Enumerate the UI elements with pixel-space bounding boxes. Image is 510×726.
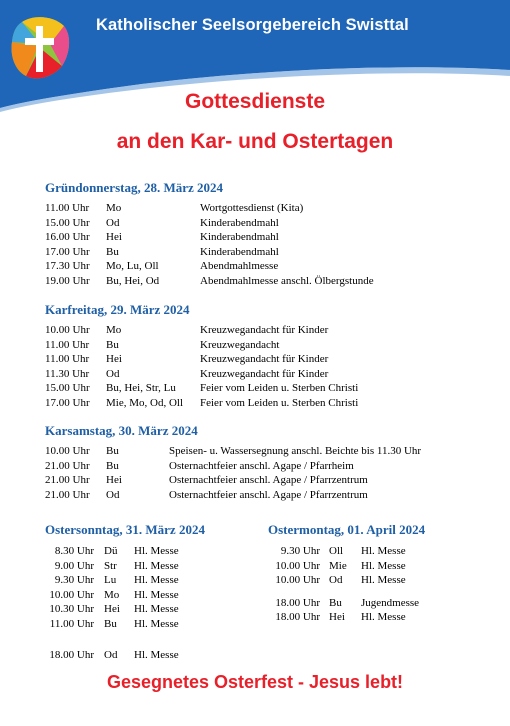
time-cell: 8.30 Uhr bbox=[54, 545, 94, 557]
row-spacer bbox=[268, 588, 468, 596]
table-row bbox=[45, 381, 495, 396]
time-cell: 11.00 Uhr bbox=[45, 353, 90, 366]
table-row bbox=[45, 274, 495, 289]
page-title-line-2: an den Kar- und Ostertagen bbox=[116, 130, 394, 153]
schedule-karsamstag bbox=[45, 444, 495, 502]
section-heading-karfreitag: Karfreitag, 29. März 2024 bbox=[45, 302, 190, 317]
time-cell: 10.00 Uhr bbox=[275, 559, 320, 572]
time-cell: 21.00 Uhr bbox=[45, 488, 90, 501]
event-cell: Hl. Messe bbox=[134, 648, 179, 661]
place-cell: Od bbox=[106, 488, 120, 501]
event-cell: Kinderabendmahl bbox=[200, 231, 279, 244]
table-row bbox=[45, 617, 245, 632]
place-cell: Hei bbox=[106, 353, 122, 366]
event-cell: Kreuzwegandacht für Kinder bbox=[200, 324, 329, 336]
event-cell: Hl. Messe bbox=[134, 617, 179, 630]
schedule-ostersonntag bbox=[45, 544, 245, 662]
time-cell: 18.00 Uhr bbox=[275, 596, 320, 609]
church-cross-logo-icon bbox=[10, 14, 72, 82]
table-row bbox=[268, 559, 468, 574]
page-title-line-1: Gottesdienste bbox=[184, 90, 326, 113]
section-heading-gruendonnerstag: Gründonnerstag, 28. März 2024 bbox=[45, 180, 224, 195]
event-cell: Hl. Messe bbox=[361, 574, 406, 587]
closing-greeting: Gesegnetes Osterfest - Jesus lebt! bbox=[106, 672, 404, 692]
event-cell: Hl. Messe bbox=[134, 603, 179, 616]
place-cell: Od bbox=[104, 648, 118, 661]
event-cell: Abendmahlmesse bbox=[200, 260, 279, 273]
time-cell: 17.30 Uhr bbox=[45, 260, 90, 273]
table-row bbox=[45, 444, 495, 459]
place-cell: Bu, Hei, Str, Lu bbox=[106, 382, 176, 395]
table-row bbox=[45, 396, 495, 411]
time-cell: 9.00 Uhr bbox=[54, 559, 94, 572]
place-cell: Mie bbox=[329, 559, 347, 572]
event-cell: Feier vom Leiden u. Sterben Christi bbox=[200, 396, 359, 409]
time-cell: 11.00 Uhr bbox=[45, 338, 90, 351]
event-cell: Hl. Messe bbox=[361, 611, 406, 624]
table-row bbox=[45, 367, 495, 382]
time-cell: 9.30 Uhr bbox=[280, 545, 320, 557]
table-row bbox=[268, 610, 468, 625]
event-cell: Speisen- u. Wassersegnung anschl. Beichte bis 11.30 Uhr bbox=[169, 445, 422, 457]
table-row bbox=[45, 559, 245, 574]
place-cell: Mo bbox=[106, 202, 122, 214]
event-cell: Hl. Messe bbox=[361, 559, 406, 572]
table-row bbox=[45, 573, 245, 588]
table-row bbox=[45, 259, 495, 274]
table-row bbox=[45, 459, 495, 474]
section-heading-karsamstag: Karsamstag, 30. März 2024 bbox=[45, 423, 198, 438]
event-cell: Osternachtfeier anschl. Agape / Pfarrzentrum bbox=[169, 488, 368, 501]
time-cell: 11.30 Uhr bbox=[45, 367, 90, 380]
time-cell: 18.00 Uhr bbox=[275, 611, 320, 624]
event-cell: Jugendmesse bbox=[361, 596, 420, 609]
place-cell: Hei bbox=[106, 231, 122, 244]
table-row bbox=[45, 245, 495, 260]
table-row bbox=[268, 544, 468, 559]
section-heading-ostermontag: Ostermontag, 01. April 2024 bbox=[268, 522, 426, 537]
table-row bbox=[45, 338, 495, 353]
place-cell: Bu bbox=[104, 617, 117, 630]
place-cell: Str bbox=[104, 559, 117, 572]
schedule-ostermontag bbox=[268, 544, 468, 625]
place-cell: Mo bbox=[104, 588, 120, 601]
time-cell: 11.00 Uhr bbox=[49, 617, 94, 630]
place-cell: Oll bbox=[329, 545, 344, 557]
time-cell: 17.00 Uhr bbox=[45, 245, 90, 258]
event-cell: Hl. Messe bbox=[134, 559, 179, 572]
time-cell: 10.00 Uhr bbox=[49, 588, 94, 601]
place-cell: Bu bbox=[106, 459, 119, 472]
event-cell: Feier vom Leiden u. Sterben Christi bbox=[200, 382, 359, 395]
event-cell: Abendmahlmesse anschl. Ölbergstunde bbox=[200, 274, 374, 287]
event-cell: Osternachtfeier anschl. Agape / Pfarrheim bbox=[169, 459, 354, 472]
event-cell: Hl. Messe bbox=[134, 588, 179, 601]
event-cell: Kinderabendmahl bbox=[200, 245, 279, 258]
time-cell: 15.00 Uhr bbox=[45, 382, 90, 395]
table-row bbox=[45, 323, 495, 338]
place-cell: Od bbox=[106, 216, 120, 229]
time-cell: 10.30 Uhr bbox=[49, 603, 94, 616]
time-cell: 19.00 Uhr bbox=[45, 274, 90, 287]
section-heading-ostersonntag: Ostersonntag, 31. März 2024 bbox=[45, 522, 205, 537]
place-cell: Hei bbox=[106, 474, 122, 487]
event-cell: Kinderabendmahl bbox=[200, 216, 279, 229]
place-cell: Bu, Hei, Od bbox=[106, 274, 160, 287]
time-cell: 17.00 Uhr bbox=[45, 396, 90, 409]
place-cell: Od bbox=[106, 367, 120, 380]
table-row bbox=[45, 201, 495, 216]
table-row bbox=[45, 488, 495, 503]
event-cell: Wortgottesdienst (Kita) bbox=[200, 202, 304, 214]
time-cell: 10.00 Uhr bbox=[45, 445, 90, 457]
table-row bbox=[45, 473, 495, 488]
event-cell: Hl. Messe bbox=[134, 574, 179, 587]
event-cell: Kreuzwegandacht für Kinder bbox=[200, 367, 329, 380]
place-cell: Bu bbox=[106, 338, 119, 351]
time-cell: 21.00 Uhr bbox=[45, 474, 90, 487]
table-row bbox=[45, 588, 245, 603]
place-cell: Od bbox=[329, 574, 343, 587]
time-cell: 10.00 Uhr bbox=[45, 324, 90, 336]
event-cell: Kreuzwegandacht bbox=[200, 338, 280, 351]
table-row bbox=[45, 602, 245, 617]
table-row bbox=[45, 648, 245, 663]
table-row bbox=[45, 544, 245, 559]
parish-name-heading: Katholischer Seelsorgebereich Swisttal bbox=[96, 16, 409, 34]
place-cell: Mo bbox=[106, 324, 122, 336]
table-row bbox=[45, 230, 495, 245]
time-cell: 15.00 Uhr bbox=[45, 216, 90, 229]
place-cell: Mie, Mo, Od, Oll bbox=[106, 396, 183, 409]
place-cell: Bu bbox=[329, 596, 342, 609]
time-cell: 9.30 Uhr bbox=[54, 574, 94, 587]
time-cell: 16.00 Uhr bbox=[45, 231, 90, 244]
event-cell: Kreuzwegandacht für Kinder bbox=[200, 353, 329, 366]
place-cell: Mo, Lu, Oll bbox=[106, 260, 159, 273]
table-row bbox=[45, 352, 495, 367]
event-cell: Hl. Messe bbox=[134, 545, 179, 557]
place-cell: Hei bbox=[104, 603, 120, 616]
schedule-gruendonnerstag bbox=[45, 201, 495, 289]
schedule-karfreitag bbox=[45, 323, 495, 411]
place-cell: Hei bbox=[329, 611, 345, 624]
table-row bbox=[268, 596, 468, 611]
place-cell: Bu bbox=[106, 445, 119, 457]
event-cell: Hl. Messe bbox=[361, 545, 406, 557]
place-cell: Bu bbox=[106, 245, 119, 258]
place-cell: Lu bbox=[104, 574, 117, 587]
row-spacer bbox=[45, 632, 245, 648]
event-cell: Osternachtfeier anschl. Agape / Pfarrzentrum bbox=[169, 474, 368, 487]
table-row bbox=[268, 573, 468, 588]
table-row bbox=[45, 216, 495, 231]
time-cell: 10.00 Uhr bbox=[275, 574, 320, 587]
time-cell: 21.00 Uhr bbox=[45, 459, 90, 472]
time-cell: 11.00 Uhr bbox=[45, 202, 90, 214]
time-cell: 18.00 Uhr bbox=[49, 648, 94, 661]
place-cell: Dü bbox=[104, 545, 118, 557]
